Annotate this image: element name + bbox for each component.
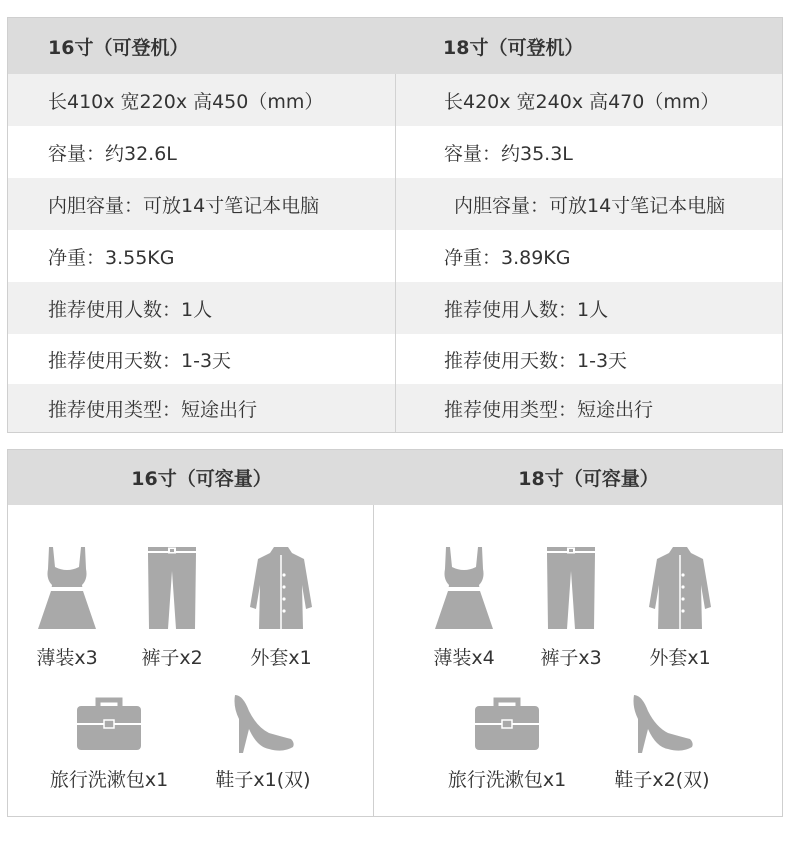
capacity-item-coat-18 (645, 545, 715, 670)
dress-icon (433, 545, 495, 631)
spec-row (8, 282, 782, 334)
spec-cell-16: 容量：约32.6L (48, 142, 177, 165)
coat-icon (246, 545, 316, 631)
capacity-item-label: 裤子x2 (141, 647, 203, 669)
spec-table (7, 17, 783, 433)
capacity-title-16: 16寸（可容量） (131, 468, 272, 490)
pants-icon (146, 545, 198, 631)
capacity-item-label: 外套x1 (250, 647, 312, 669)
spec-row (8, 230, 782, 282)
spec-cell-18: 推荐使用类型：短途出行 (395, 384, 782, 432)
capacity-divider (373, 505, 374, 817)
toiletry-bag-icon (76, 695, 142, 751)
spec-row (8, 334, 782, 384)
capacity-item-coat-16 (246, 545, 316, 670)
capacity-item-label: 薄装x4 (433, 647, 495, 669)
spec-header-row (8, 18, 782, 74)
spec-cell-18: 推荐使用天数：1-3天 (395, 334, 782, 384)
spec-row (8, 384, 782, 432)
spec-cell-18: 内胆容量：可放14寸笔记本电脑 (395, 178, 782, 230)
spec-cell-18: 容量：约35.3L (395, 126, 782, 178)
pants-icon (545, 545, 597, 631)
capacity-item-label: 旅行洗漱包x1 (447, 769, 567, 791)
spec-cell-16: 内胆容量：可放14寸笔记本电脑 (48, 194, 320, 217)
spec-cell-16: 净重：3.55KG (48, 246, 175, 269)
capacity-item-label: 薄装x3 (36, 647, 98, 669)
spec-row (8, 178, 782, 230)
spec-row (8, 126, 782, 178)
capacity-item-label: 鞋子x1(双) (215, 769, 311, 791)
toiletry-bag-icon (474, 695, 540, 751)
capacity-panel (7, 449, 783, 817)
high-heel-icon (630, 693, 694, 755)
capacity-item-shoes-18 (607, 693, 717, 792)
capacity-item-label: 裤子x3 (540, 647, 602, 669)
spec-cell-18: 推荐使用人数：1人 (395, 282, 782, 334)
capacity-item-shoes-16 (208, 693, 318, 792)
capacity-item-pants-16 (132, 545, 212, 670)
spec-cell-18: 长420x 宽240x 高470（mm） (395, 74, 782, 126)
spec-cell-16: 推荐使用天数：1-3天 (48, 349, 232, 372)
capacity-item-label: 外套x1 (649, 647, 711, 669)
capacity-item-label: 鞋子x2(双) (614, 769, 710, 791)
spec-cell-16: 推荐使用人数：1人 (48, 298, 213, 321)
spec-row (8, 74, 782, 126)
capacity-title-18: 18寸（可容量） (518, 468, 659, 490)
capacity-item-bag-16 (44, 695, 174, 792)
capacity-item-label: 旅行洗漱包x1 (49, 769, 169, 791)
spec-title-16: 16寸（可登机） (48, 36, 189, 59)
coat-icon (645, 545, 715, 631)
spec-title-18: 18寸（可登机） (443, 36, 584, 59)
dress-icon (36, 545, 98, 631)
spec-cell-16: 长410x 宽220x 高450（mm） (48, 90, 324, 113)
spec-cell-16: 推荐使用类型：短途出行 (48, 398, 258, 421)
capacity-item-bag-18 (442, 695, 572, 792)
high-heel-icon (231, 693, 295, 755)
capacity-header (8, 450, 782, 505)
spec-cell-18: 净重：3.89KG (395, 230, 782, 282)
capacity-item-dress-18 (427, 545, 501, 670)
capacity-item-dress-16 (30, 545, 104, 670)
capacity-item-pants-18 (531, 545, 611, 670)
